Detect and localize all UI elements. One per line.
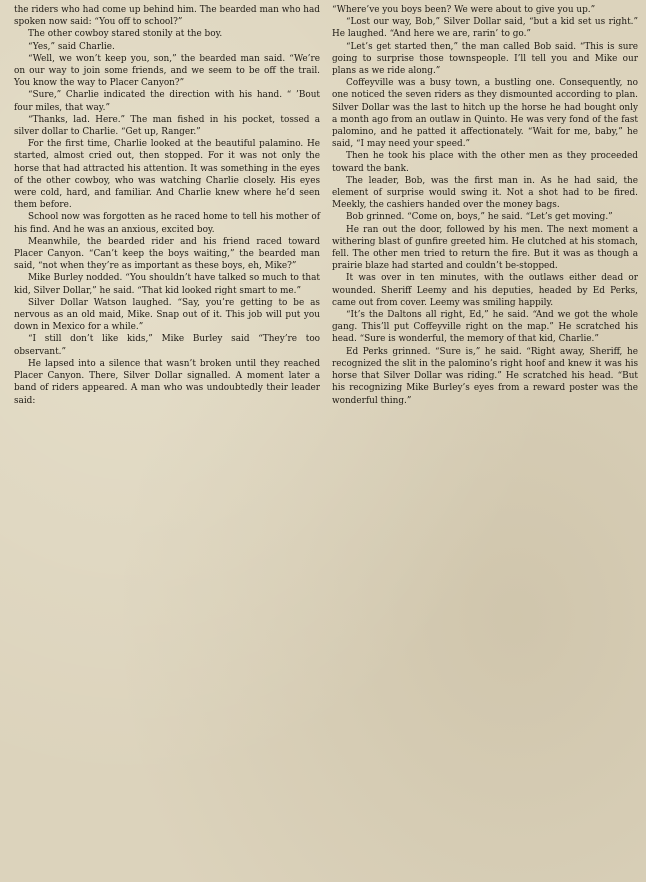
paragraph: “Let’s get started then,” the man called Bob said. “This is sure going to surprise those townspeople. I’ll tell you and Mike our plans as we ride along.”: [332, 41, 638, 77]
paragraph: “Sure,” Charlie indicated the direction with his hand. “ ’Bout four miles, that way.”: [14, 90, 320, 113]
paragraph: Coffeyville was a busy town, a bustling one. Consequently, no one noticed the seven riders as they dismounted according to plan. Silver Dollar was the last to hitch up the horse he had bought only a month ago from an outlaw in Quinto. He was very fond of the fast palomino, and he patted it affectionately. “Wait for me, baby,” he said, “I may need your speed.”: [332, 78, 638, 150]
paragraph: Ed Perks grinned. “Sure is,” he said. “Right away, Sheriff, he recognized the slit in the palomino’s right hoof and knew it was his horse that Silver Dollar was riding.” He scratched his head. “But his recognizing Mike Burley’s eyes from a reward poster was the wonderful thing.”: [332, 346, 638, 406]
paragraph: For the first time, Charlie looked at the beautiful palamino. He started, almost cried out, then stopped. For it was not only the horse that had attracted his attention. It was something in the eyes of the other cowboy, who was watching Charlie closely. His eyes were cold, hard, and familiar. And Charlie knew where he’d seen them before.: [14, 139, 320, 211]
paragraph: Then he took his place with the other men as they proceeded toward the bank.: [332, 151, 638, 174]
paragraph: School now was forgotten as he raced home to tell his mother of his find. And he was an anxious, excited boy.: [14, 212, 320, 235]
paragraph: Bob grinned. “Come on, boys,” he said. “Let’s get moving.”: [346, 212, 613, 223]
paragraph: “Where’ve you boys been? We were about to give you up.”: [332, 5, 596, 15]
paragraph: “Thanks, lad. Here.” The man fished in his pocket, tossed a silver dollar to Charlie. “Get up, Ranger.”: [14, 114, 320, 138]
left-column: [14, 4, 320, 882]
paragraph: The leader, Bob, was the first man in. As he had said, the element of surprise would swing it. Not a shot had to be fired. Meekly, the cashiers handed over the money bags.: [332, 175, 638, 211]
paragraph: It was over in ten minutes, with the outlaws either dead or wounded. Sheriff Leemy and his deputies, headed by Ed Perks, came out from cover. Leemy was smiling happily.: [332, 273, 638, 308]
paragraph: Mike Burley nodded. “You shouldn’t have talked so much to that kid, Silver Dollar,” he said. “That kid looked right smart to me.”: [14, 273, 320, 296]
paragraph: the riders who had come up behind him. The bearded man who had spoken now said: “You off to school?”: [14, 5, 320, 28]
right-column: [332, 4, 638, 882]
paragraph: The other cowboy stared stonily at the boy.: [28, 29, 223, 40]
paragraph: “Lost our way, Bob,” Silver Dollar said, “but a kid set us right.” He laughed. “And here we are, rarin’ to go.”: [332, 17, 638, 40]
paragraph: “It’s the Daltons all right, Ed,” he said. “And we got the whole gang. This’ll put Coffeyville right on the map.” He scratched his head. “Sure is wonderful, the memory of that kid, Charlie.”: [332, 310, 638, 345]
paragraph: “Yes,” said Charlie.: [28, 41, 115, 52]
paragraph: Silver Dollar Watson laughed. “Say, you’re getting to be as nervous as an old maid, Mike. Snap out of it. This job will put you down in Mexico for a while.”: [14, 297, 320, 333]
paragraph: He ran out the door, followed by his men. The next moment a withering blast of gunfire greeted him. He clutched at his stomach, fell. The other men tried to return the fire. But it was as though a prairie blaze had started and couldn’t be-stopped.: [332, 224, 638, 272]
paragraph: He lapsed into a silence that wasn’t broken until they reached Placer Canyon. There, Silver Dollar signalled. A moment later a band of riders appeared. A man who was undoubtedly their leader said:: [14, 358, 320, 406]
paragraph: “I still don’t like kids,” Mike Burley said “They’re too observant.”: [14, 334, 320, 357]
paragraph: “Well, we won’t keep you, son,” the bearded man said. “We’re on our way to join some friends, and we seem to be off the trail. You know the way to Placer Canyon?”: [14, 53, 320, 89]
paragraph: Meanwhile, the bearded rider and his friend raced toward Placer Canyon. “Can’t keep the boys waiting,” the bearded man said, “not when they’re as important as these boys, eh, Mike?”: [14, 236, 320, 272]
